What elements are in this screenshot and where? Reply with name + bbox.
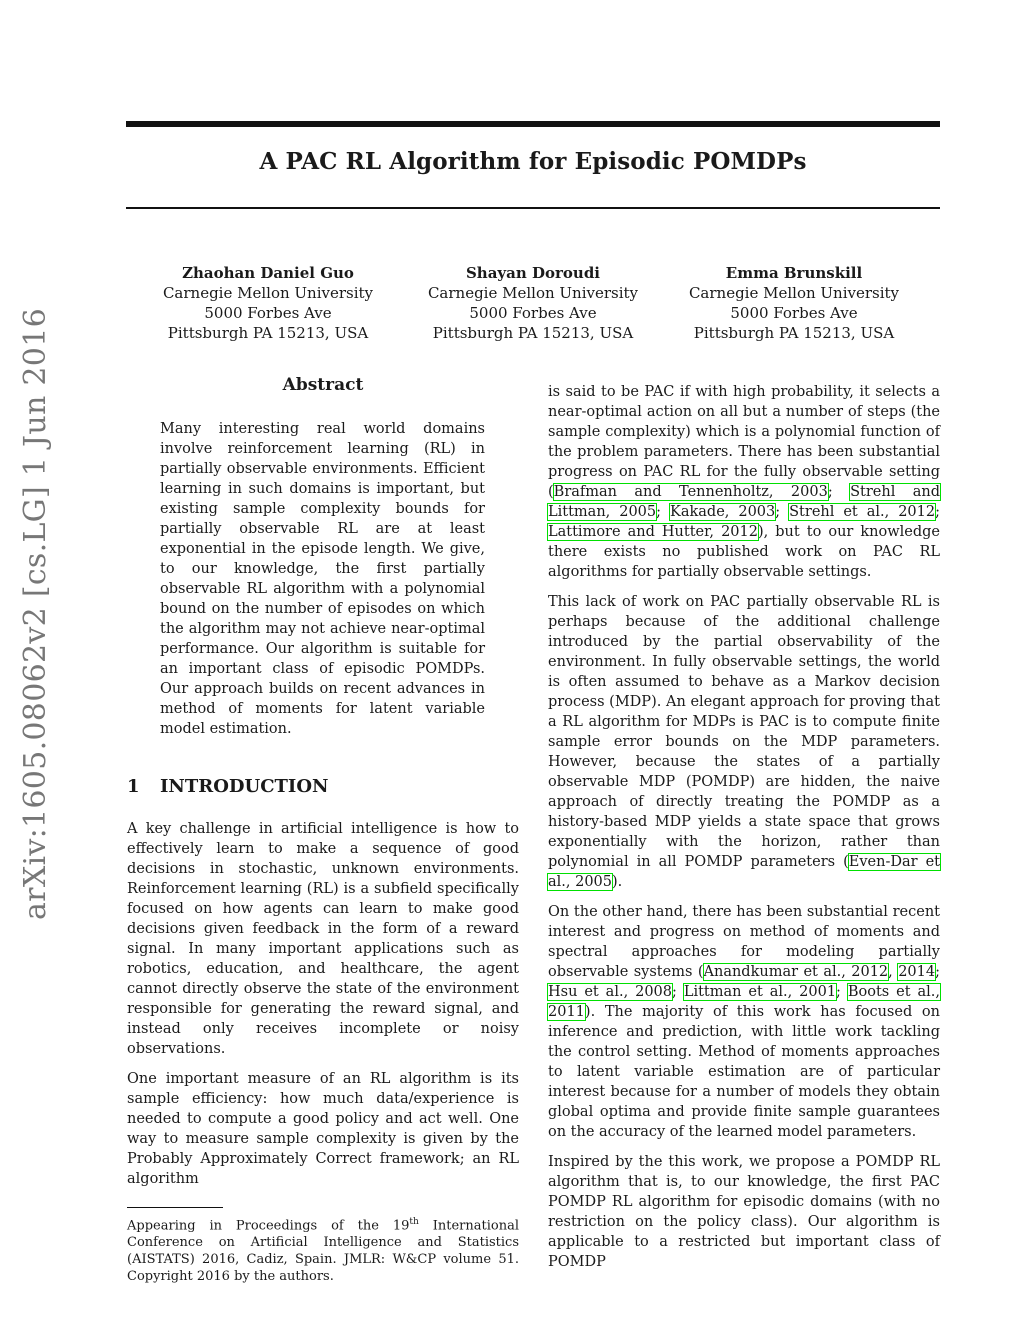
footnote-text-end: International Conference on Artificial Intelligence and Statistics (AISTATS) 2016, Cadiz, Spain. JMLR: W&CP volume 51. Copyright 2016 by the authors.: [127, 1218, 519, 1285]
arxiv-stamp: arXiv:1605.08062v2 [cs.LG] 1 Jun 2016: [18, 308, 53, 920]
paper-title: A PAC RL Algorithm for Episodic POMDPs: [259, 148, 807, 175]
intro-paragraph-1: A key challenge in artificial intelligence is how to effectively learn to make a sequence of good decisions in stochastic, unknown environments. Reinforcement learning (RL) is a subfield specifically focused on how agents can learn to make good decisions given feedback in the form of a reward signal. In many important applications such as robotics, education, and healthcare, the agent cannot directly observe the state of the environment responsible for generating the reward signal, and instead only receives incomplete or noisy observations.: [127, 821, 519, 1057]
right-paragraph-2: [548, 592, 940, 892]
author-2: [403, 263, 663, 343]
abstract-text: Many interesting real world domains involve reinforcement learning (RL) in partially observable environments. Efficient learning in such domains is important, but existing sample complexity bounds for partially observable RL are at least exponential in the episode length. We give, to our knowledge, the first partially observable RL algorithm with a polynomial bound on the number of episodes on which the algorithm may not achieve near-optimal performance. Our algorithm is suitable for an important class of episodic POMDPs. Our approach builds on recent advances in method of moments for latent variable model estimation.: [160, 421, 485, 737]
right-paragraph-1: is said to be PAC if with high probability, it selects a near-optimal action on all but a number of steps (the sample complexity) which is a polynomial function of the problem parameters. There has been substantial progress on PAC RL for the fully observable setting (Brafman and Tennenholtz, 2003; Strehl and Littman, 2005; Kakade, 2003; Strehl et al., 2012; Lattimore and Hutter, 2012), but to our knowledge there exists no published work on PAC RL algorithms for partially observable settings.: [548, 384, 941, 580]
citation-link[interactable]: Strehl et al., 2012: [789, 504, 936, 520]
author-city: Pittsburgh PA 15213, USA: [432, 324, 634, 342]
paragraph-text: ). The majority of this work has focused on inference and prediction, with little work tackling the control setting. Method of moments approaches to latent variable estimation are of particular interest because for a number of models they obtain global optima and provide finite sample guarantees on the accuracy of the learned model parameters.: [548, 1004, 940, 1140]
paragraph-text: ), but to our knowledge there exists no published work on PAC RL algorithms for partially observable settings.: [548, 524, 940, 580]
citation-link[interactable]: Even-Dar et al., 2005: [548, 854, 940, 890]
paragraph-text: is said to be PAC if with high probability, it selects a near-optimal action on all but a number of steps (the sample complexity) which is a polynomial function of the problem parameters. There has been substantial progress on PAC RL for the fully observable setting (: [548, 384, 940, 500]
title-rule-top: [126, 121, 940, 127]
section-heading: [127, 777, 519, 797]
citation-link[interactable]: Strehl and Littman, 2005: [548, 484, 941, 520]
intro-paragraph-2: One important measure of an RL algorithm is its sample efficiency: how much data/experience is needed to compute a good policy and act well. One way to measure sample complexity is given by the Probably Approximately Correct framework; an RL algorithm: [127, 1071, 519, 1187]
author-name: Zhaohan Daniel Guo: [182, 264, 354, 282]
footnote-rule: [127, 1207, 223, 1208]
footnote-superscript: th: [409, 1217, 419, 1227]
citation-link[interactable]: 2014: [898, 964, 936, 980]
right-paragraph-4: Inspired by the this work, we propose a POMDP RL algorithm that is, to our knowledge, the first PAC POMDP RL algorithm for episodic domains (with no restriction on the policy class). Our algorithm is applicable to a restricted but important class of POMDP: [548, 1154, 940, 1270]
paragraph-text: This lack of work on PAC partially observable RL is perhaps because of the additional challenge introduced by the partial observability of the environment. In fully observable settings, the world is often assumed to behave as a Markov decision process (MDP). An elegant approach for proving that a RL algorithm for MDPs is PAC is to compute finite sample error bounds on the MDP parameters. However, because the states of a partially observable MDP (POMDP) are hidden, the naive approach of directly treating the POMDP as a history-based MDP yields a state space that grows exponentially with the horizon, rather than polynomial in all POMDP parameters (: [548, 594, 940, 870]
footnote: [127, 1214, 519, 1285]
left-column: [127, 375, 519, 1285]
citation-link[interactable]: Hsu et al., 2008: [548, 984, 672, 1000]
author-affiliation: Carnegie Mellon University: [688, 284, 900, 302]
right-column: [548, 382, 940, 1282]
author-city: Pittsburgh PA 15213, USA: [693, 324, 895, 342]
section-number: 1: [127, 776, 140, 797]
author-street: 5000 Forbes Ave: [730, 304, 858, 322]
paragraph-text: On the other hand, there has been substantial recent interest and progress on method of moments and spectral approaches for modeling partially observable systems (: [548, 904, 940, 980]
section-title: INTRODUCTION: [160, 776, 329, 797]
author-1: [138, 263, 398, 343]
paragraph-text: ).: [612, 874, 623, 890]
author-city: Pittsburgh PA 15213, USA: [167, 324, 369, 342]
author-street: 5000 Forbes Ave: [204, 304, 332, 322]
citation-link[interactable]: Anandkumar et al., 2012: [703, 964, 889, 980]
citation-link[interactable]: Brafman and Tennenholtz, 2003: [553, 484, 828, 500]
citation-link[interactable]: Lattimore and Hutter, 2012: [548, 524, 758, 540]
citation-link[interactable]: Boots et al., 2011: [548, 984, 940, 1020]
title-rule-bottom: [126, 207, 940, 209]
author-street: 5000 Forbes Ave: [469, 304, 597, 322]
author-3: [664, 263, 924, 343]
author-affiliation: Carnegie Mellon University: [427, 284, 639, 302]
right-paragraph-3: On the other hand, there has been substantial recent interest and progress on method of moments and spectral approaches for modeling partially observable systems (Anandkumar et al., 2012, 2014; Hsu et al., 2008; Littman et al., 2001; Boots et al., 2011). The majority of this work has focused on inference and prediction, with little work tackling the control setting. Method of moments approaches to latent variable estimation are of particular interest because for a number of models they obtain global optima and provide finite sample guarantees on the accuracy of the learned model parameters.: [548, 904, 940, 1140]
footnote-text-start: Appearing in Proceedings of the 19: [127, 1218, 410, 1234]
citation-link[interactable]: Kakade, 2003: [670, 504, 776, 520]
author-affiliation: Carnegie Mellon University: [162, 284, 374, 302]
abstract-heading: Abstract: [282, 375, 364, 395]
author-name: Emma Brunskill: [725, 264, 863, 282]
author-name: Shayan Doroudi: [465, 264, 601, 282]
citation-link[interactable]: Littman et al., 2001: [683, 984, 837, 1000]
